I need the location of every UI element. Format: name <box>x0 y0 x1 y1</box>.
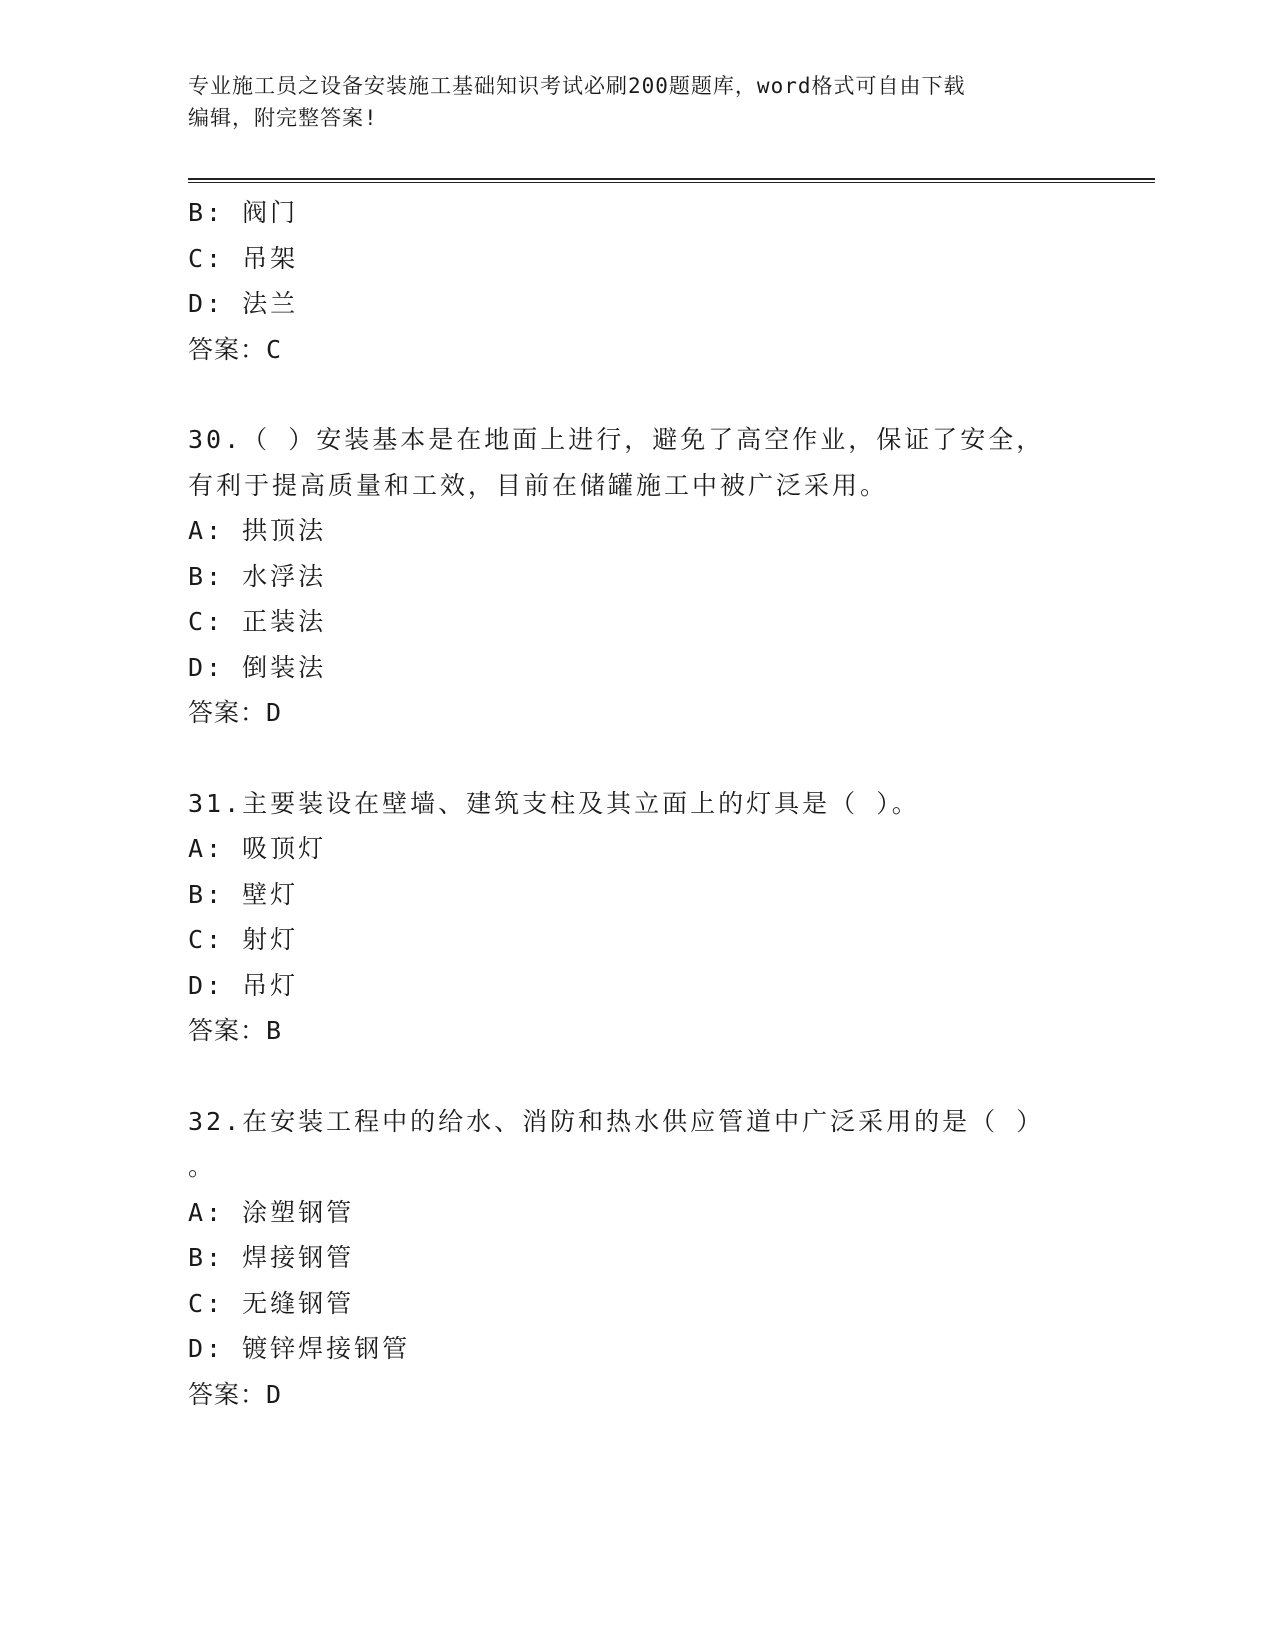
question-block-30 <box>188 417 1088 736</box>
option-d: D: 倒装法 <box>188 652 327 682</box>
option-b: B: 阀门 <box>188 198 299 227</box>
header-line-1: 专业施工员之设备安装施工基础知识考试必刷200题题库，word格式可自由下载 <box>188 74 966 98</box>
option-b: B: 水浮法 <box>188 561 327 591</box>
option-d: D: 吊灯 <box>188 970 299 1000</box>
question-block-32 <box>188 1099 1088 1418</box>
document-header <box>188 70 1088 134</box>
question-block-29 <box>188 190 1088 372</box>
option-c: C: 吊架 <box>188 243 299 273</box>
option-c: C: 射灯 <box>188 925 299 954</box>
option-a: A: 吸顶灯 <box>188 834 327 863</box>
option-b: B: 焊接钢管 <box>188 1243 355 1272</box>
option-d: D: 镀锌焊接钢管 <box>188 1334 411 1363</box>
spacer <box>188 372 1088 417</box>
answer-label: 答案：C <box>188 334 283 364</box>
option-a: A: 涂塑钢管 <box>188 1197 355 1227</box>
question-block-31 <box>188 781 1088 1054</box>
answer-label: 答案：B <box>188 1016 283 1045</box>
option-b: B: 壁灯 <box>188 879 299 909</box>
answer-label: 答案：D <box>188 1379 283 1409</box>
header-divider <box>188 178 1155 183</box>
question-text-continued: 。 <box>188 1152 217 1181</box>
option-d: D: 法兰 <box>188 289 299 318</box>
question-text: 32.在安装工程中的给水、消防和热水供应管道中广泛采用的是（ ） <box>188 1106 1045 1136</box>
header-line-2: 编辑，附完整答案! <box>188 106 378 130</box>
question-text: 30.（ ）安装基本是在地面上进行，避免了高空作业，保证了安全， <box>188 425 1045 454</box>
option-c: C: 正装法 <box>188 607 327 636</box>
option-c: C: 无缝钢管 <box>188 1288 355 1318</box>
answer-label: 答案：D <box>188 698 283 727</box>
option-a: A: 拱顶法 <box>188 516 327 545</box>
question-list <box>188 190 1088 1417</box>
question-text-continued: 有利于提高质量和工效，目前在储罐施工中被广泛采用。 <box>188 470 889 500</box>
question-text: 31.主要装设在壁墙、建筑支柱及其立面上的灯具是（ ）。 <box>188 788 920 818</box>
spacer <box>188 1054 1088 1099</box>
spacer <box>188 736 1088 781</box>
